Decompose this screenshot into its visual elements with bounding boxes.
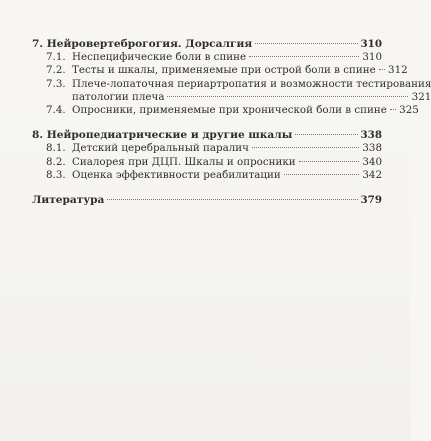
item-title: Оценка эффективности реабилитации <box>72 168 281 181</box>
literature-title: Литература <box>32 194 105 207</box>
toc-item-8-1 <box>32 142 382 155</box>
page-number: 312 <box>388 64 408 77</box>
item-number: 7.2. <box>46 64 66 77</box>
item-title-line1: Плече-лопаточная периартропатия и возможности тестирования <box>72 77 431 90</box>
dot-leader <box>255 43 357 44</box>
page-number: 379 <box>360 194 382 207</box>
dot-leader <box>249 56 359 57</box>
page-number: 321 <box>411 90 431 103</box>
toc-item-7-4 <box>32 104 419 117</box>
page-number: 338 <box>362 142 382 155</box>
item-number: 7.1. <box>46 51 66 64</box>
toc-literature <box>32 194 382 207</box>
toc-item-7-3 <box>32 77 431 104</box>
item-title: Опросники, применяемые при хронической боли в спине <box>72 104 387 117</box>
item-title-line2: патологии плеча <box>72 90 165 103</box>
toc-chapter-7 <box>32 38 382 51</box>
item-number: 7.3. <box>46 77 66 90</box>
item-title: Неспецифические боли в спине <box>72 51 247 64</box>
page-number: 340 <box>362 155 382 168</box>
item-title: Тесты и шкалы, применяемые при острой боли в спине <box>72 64 376 77</box>
chapter-title: 8. Нейропедиатрические и другие шкалы <box>32 129 293 142</box>
item-number: 8.3. <box>46 168 66 181</box>
item-number: 8.1. <box>46 142 66 155</box>
toc-item-7-2 <box>32 64 408 77</box>
dot-leader <box>284 174 359 175</box>
dot-leader <box>299 161 359 162</box>
chapter-title: 7. Нейровертеброгогия. Дорсалгия <box>32 38 253 50</box>
toc-item-8-3 <box>32 169 382 182</box>
page-number: 310 <box>360 38 382 50</box>
item-title: Детский церебральный паралич <box>72 142 249 155</box>
page-number: 342 <box>362 168 382 181</box>
table-of-contents <box>32 38 431 207</box>
toc-item-8-2 <box>32 156 382 169</box>
item-number: 8.2. <box>46 155 66 168</box>
item-number: 7.4. <box>46 104 66 117</box>
dot-leader <box>390 109 396 110</box>
dot-leader <box>252 147 359 148</box>
page-number: 338 <box>360 129 382 142</box>
dot-leader <box>295 134 357 135</box>
item-title: Сиалорея при ДЦП. Шкалы и опросники <box>72 155 296 168</box>
toc-item-7-1 <box>32 51 382 64</box>
dot-leader <box>379 69 385 70</box>
toc-chapter-8 <box>32 129 382 142</box>
page-number: 325 <box>399 104 419 117</box>
dot-leader <box>107 199 357 200</box>
page-number: 310 <box>362 51 382 64</box>
dot-leader <box>167 96 408 97</box>
